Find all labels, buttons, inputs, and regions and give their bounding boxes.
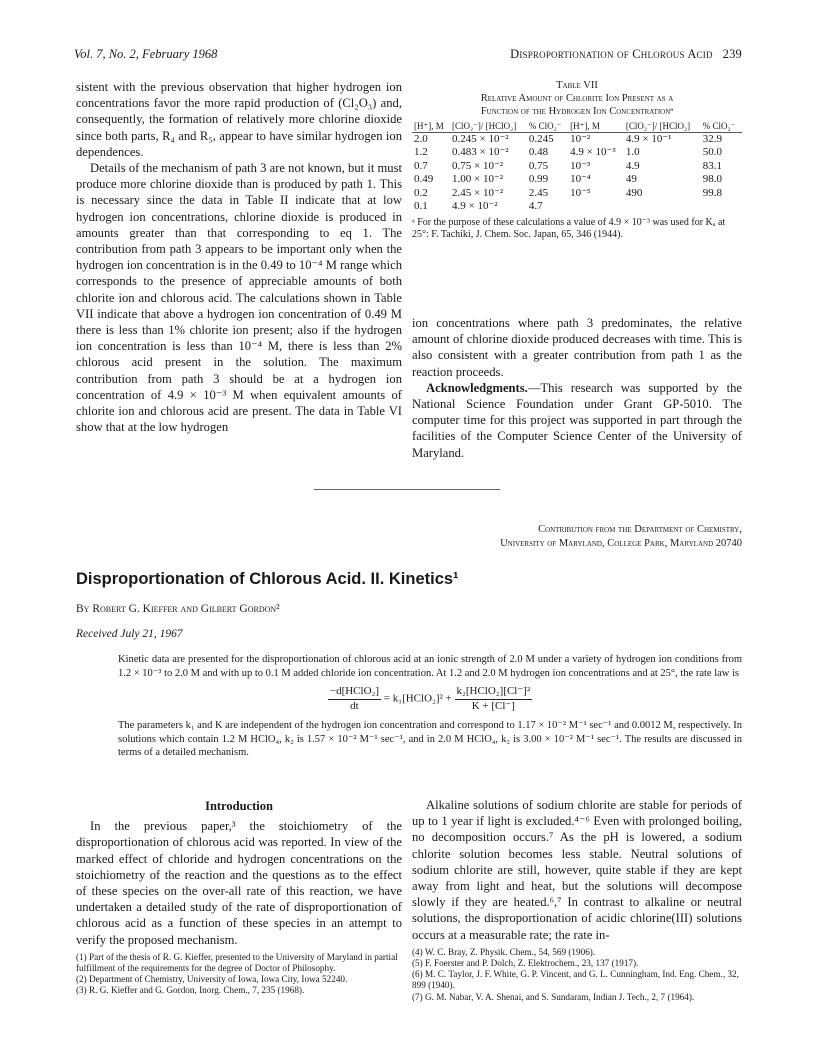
table-cell: 1.0 <box>625 146 640 158</box>
footnote-3: (3) R. G. Kieffer and G. Gordon, Inorg. Chem., 7, 235 (1968). <box>76 985 305 996</box>
table-cell: 4.9 × 10⁻¹ <box>625 132 672 145</box>
left-column-continued <box>76 79 402 435</box>
acknowledgments-paragraph <box>412 380 742 461</box>
table-cell: 10⁻³ <box>570 159 591 172</box>
table-cell: 0.7 <box>414 159 428 172</box>
abstract-text-2: The parameters k₁ and K are independent of the hydrogen ion concentration and correspond to 1.17 × 10⁻² M⁻¹ sec⁻¹ and 0.0012 M, respectively. In solutions which contain 1.2 M HClO₄, k₂ is 1.57 × 10⁻² M⁻¹ sec⁻¹, and in 2.0 M HClO₄, k₂ is 3.00 × 10⁻² M⁻¹ sec⁻¹. The results are discussed in terms of a detailed mechanism. <box>118 720 742 758</box>
rate-law-term1: = k₁[HClO₂]² + <box>383 692 452 705</box>
table-header-cell: [ClO₂⁻]/ [HClO₂] <box>624 121 701 132</box>
footnotes-left <box>76 952 402 997</box>
right-column-intro <box>412 797 742 1003</box>
table-caption-line1: Relative Amount of Chlorite Ion Present as a <box>480 93 674 104</box>
rate-law-rhs-denominator: K + [Cl⁻] <box>471 699 515 712</box>
table-cell: 99.8 <box>702 186 722 199</box>
running-header-title <box>510 47 742 62</box>
acknowledgments-heading: Acknowledgments. <box>426 380 528 395</box>
table-cell: 0.99 <box>528 173 549 185</box>
table-row <box>412 173 742 187</box>
table-row <box>412 146 742 160</box>
table-vii-block <box>412 79 742 242</box>
table-cell: 2.45 <box>528 186 549 199</box>
received-date: Received July 21, 1967 <box>76 628 183 640</box>
table-cell: 4.9 <box>625 159 640 172</box>
introduction-heading: Introduction <box>205 799 273 813</box>
section-divider <box>314 489 500 490</box>
table-header-cell: [ClO₂⁻]/ [HClO₂] <box>450 121 527 132</box>
table-row <box>412 200 742 214</box>
table-header-row <box>412 121 742 132</box>
introduction-paragraph: In the previous paper,³ the stoichiometry of the disproportionation of chlorous acid was reported. In view of the marked effect of chloride and hydrogen concentrations on the stoichiometry of the reaction and the questions as to the effect of these species on the over-all rate of this reaction, we have undertaken a detailed study of the rate of disproportionation of chlorous acid as a function of these species in an attempt to verify the proposed mechanism. <box>76 819 402 947</box>
article-title: Disproportionation of Chlorous Acid. II. Kinetics¹ <box>76 570 459 588</box>
article-authors: By Robert G. Kieffer and Gilbert Gordon² <box>76 603 280 615</box>
table-cell: 4.7 <box>528 200 543 212</box>
rate-law-equation <box>118 685 742 713</box>
paragraph-path3-end: ion concentrations where path 3 predominates, the relative amount of chlorine dioxide produced decreases with time. This is also consistent with a greater contribution from path 1 as the reaction proceeds. <box>412 316 742 379</box>
running-header-journal: Vol. 7, No. 2, February 1968 <box>74 47 218 61</box>
table-cell: 490 <box>625 186 643 199</box>
footnote-6: (6) M. C. Taylor, J. F. White, G. P. Vincent, and G. L. Cunningham, Ind. Eng. Chem., 32, 899 (1940). <box>412 969 739 991</box>
table-header-cell: % ClO₂⁻ <box>701 121 742 132</box>
table-cell: 10⁻² <box>570 132 591 145</box>
footnote-5: (5) F. Foerster and P. Dolch, Z. Elektrochem., 23, 137 (1917). <box>412 958 639 969</box>
page-number: 239 <box>722 47 742 61</box>
table-cell: 0.48 <box>528 146 549 158</box>
table-footnote: ᵃ For the purpose of these calculations a value of 4.9 × 10⁻³ was used for Kₐ at 25°: F. Tachiki, J. Chem. Soc. Japan, 65, 346 (1944). <box>412 216 726 240</box>
table-cell: 49 <box>625 173 637 185</box>
table-vii <box>412 121 742 214</box>
table-cell <box>624 200 701 214</box>
abstract <box>118 653 742 760</box>
footnotes-right <box>412 947 742 1003</box>
paragraph-path3: Details of the mechanism of path 3 are not known, but it must produce more chlorine dioxide than is produced by path 1. This is necessary since the data in Table II indicate that at low hydrogen ion concentrations, chlorine dioxide is produced in amounts greater than that corresponding to eq 1. The contribution from path 3 appears to be important only when the hydrogen ion concentration is in the 0.49 to 10⁻⁴ M range which corresponds to the presence of appreciable amounts of both chlorite ion and chlorous acid. The calculations shown in Table VII indicate that above a hydrogen ion concentration of 0.49 M there is less than 1% chlorite ion present; also if the hydrogen ion concentration is less than 10⁻⁴ M, there is less than 2% chlorous acid present in the solution. The maximum contribution from path 3 should be at a hydrogen ion concentration of 4.9 × 10⁻³ M when equivalent amounts of chlorite ion and chlorous acid are present. The data in Table VI show that at the low hydrogen <box>76 161 402 435</box>
rate-law-rhs-numerator: k₂[HClO₂][Cl⁻]² <box>455 685 533 700</box>
table-cell: 0.75 × 10⁻² <box>451 159 504 172</box>
table-row <box>412 132 742 146</box>
table-cell: 0.1 <box>414 200 428 212</box>
table-cell: 32.9 <box>702 132 722 145</box>
table-cell: 2.0 <box>414 132 428 145</box>
table-label: Table VII <box>556 80 598 91</box>
acknowledgments-text: —This research was supported by the National Science Foundation under Grant GP-5010. The computer time for this project was supported in part through the facilities of the Computer Science Center of the University of Maryland. <box>412 380 742 460</box>
abstract-text-1: Kinetic data are presented for the disproportionation of chlorous acid at an ionic strength of 2.0 M under a variety of hydrogen ion conditions from 1.2 × 10⁻³ to 2.0 M and with up to 0.1 M added chloride ion concentration. At 1.2 and 2.0 M hydrogen ion concentrations and at 25°, the rate law is <box>118 654 742 679</box>
table-cell: 0.245 × 10⁻² <box>451 132 509 145</box>
alkaline-paragraph: Alkaline solutions of sodium chlorite are stable for periods of up to 1 year if light is excluded.⁴⁻⁶ Even with prolonged boiling, no decomposition occurs.⁷ As the pH is lowered, a sodium chlorite solution becomes less stable. Neutral solutions of sodium chlorite are still, however, quite stable if they are kept away from light and heat, but the solutions will decompose slowly if they are heated.⁶,⁷ In contrast to alkaline or neutral solutions, the disproportionation of acidic chlorine(III) solutions occurs at a measurable rate; the rate in- <box>412 798 742 942</box>
running-title: Disproportionation of Chlorous Acid <box>510 47 713 61</box>
footnote-1: (1) Part of the thesis of R. G. Kieffer, presented to the University of Maryland in partial fulfillment of the requirements for the degree of Doctor of Philosophy. <box>76 951 398 974</box>
table-cell: 98.0 <box>702 173 722 185</box>
table-cell: 0.245 <box>528 132 554 145</box>
table-caption-line2: Function of the Hydrogen Ion Concentrationᵃ <box>480 106 674 117</box>
footnote-2: (2) Department of Chemistry, University of Iowa, Iowa City, Iowa 52240. <box>76 974 348 985</box>
table-cell: 0.483 × 10⁻² <box>451 146 509 158</box>
table-cell: 0.2 <box>414 186 428 199</box>
footnote-4: (4) W. C. Bray, Z. Physik. Chem., 54, 569 (1906). <box>412 946 596 957</box>
footnote-7: (7) G. M. Nabar, V. A. Shenai, and S. Sundaram, Indian J. Tech., 2, 7 (1964). <box>412 991 695 1002</box>
table-cell: 10⁻⁴ <box>570 173 591 185</box>
rate-law-lhs-denominator: dt <box>350 699 359 712</box>
table-row <box>412 187 742 201</box>
contribution-affiliation <box>382 523 742 551</box>
table-cell <box>701 200 742 214</box>
table-header-cell: [H⁺], M <box>568 121 624 132</box>
rate-law-rhs <box>455 685 533 713</box>
table-cell: 10⁻⁵ <box>570 186 591 199</box>
table-cell: 0.49 <box>414 173 434 185</box>
table-row <box>412 160 742 174</box>
paragraph-continuation: sistent with the previous observation that higher hydrogen ion concentrations favor the more rapid production of (Cl₂O₃) and, consequently, the formation of relatively more chlorine dioxide since both parts, R₄ and R₅, appear to have similar hydrogen ion dependences. <box>76 80 402 159</box>
table-cell <box>568 200 624 214</box>
introduction-column <box>76 798 402 997</box>
right-column-continued <box>412 315 742 461</box>
table-cell: 2.45 × 10⁻² <box>451 186 504 199</box>
table-cell: 0.75 <box>528 159 549 172</box>
table-cell: 50.0 <box>702 146 722 158</box>
table-cell: 4.9 × 10⁻² <box>451 200 498 212</box>
contribution-line1: Contribution from the Department of Chemistry, <box>538 524 742 535</box>
table-cell: 1.00 × 10⁻² <box>451 173 504 185</box>
table-header-cell: % ClO₂⁻ <box>527 121 568 132</box>
table-cell: 1.2 <box>414 146 428 158</box>
table-header-cell: [H⁺], M <box>412 121 450 132</box>
rate-law-lhs <box>328 685 381 713</box>
rate-law-lhs-numerator: −d[HClO₂] <box>328 685 381 700</box>
contribution-line2: University of Maryland, College Park, Maryland 20740 <box>500 538 742 549</box>
table-cell: 83.1 <box>702 159 722 172</box>
table-cell: 4.9 × 10⁻³ <box>570 146 616 158</box>
